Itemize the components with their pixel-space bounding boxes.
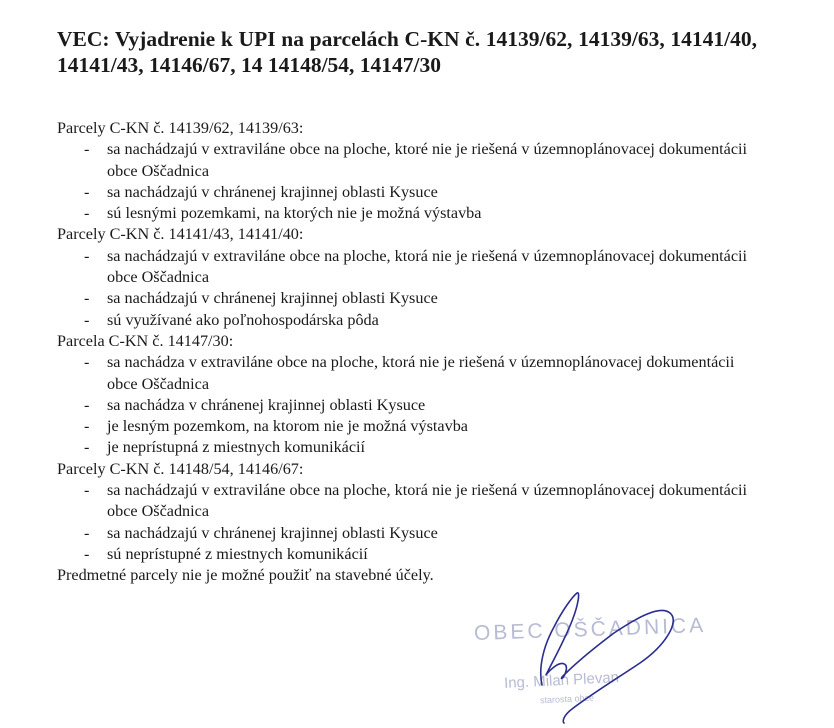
list-item-text: sa nachádza v chránenej krajinnej oblasti Kysuce (107, 395, 426, 414)
list-item (57, 416, 757, 437)
list-item-text: je neprístupná z miestnych komunikácií (107, 438, 366, 457)
list-item (57, 246, 757, 289)
list-item-text: sa nachádzajú v extraviláne obce na ploche, ktorá nie je riešená v územnoplánovacej dokumentácii obce Oščadnica (107, 246, 748, 287)
bullet-list (57, 480, 757, 565)
list-item-text: sú lesnými pozemkami, na ktorých nie je možná výstavba (107, 204, 482, 223)
list-item-text: sa nachádzajú v extraviláne obce na ploche, ktorá nie je riešená v územnoplánovacej dokumentácii obce Oščadnica (107, 481, 748, 521)
list-item (57, 288, 757, 309)
parcel-heading: Parcely C-KN č. 14141/43, 14141/40: (57, 225, 304, 244)
list-item-text: sa nachádza v extraviláne obce na ploche, ktorá nie je riešená v územnoplánovacej dokumentácii obce Oščadnica (107, 353, 735, 393)
stamp-name-text: Ing. Milan Plevan (503, 669, 620, 692)
closing-statement: Predmetné parcely nie je možné použiť na stavebné účely. (57, 566, 434, 585)
bullet-marker: - (84, 182, 90, 201)
list-item (57, 182, 757, 203)
bullet-marker: - (84, 353, 90, 372)
list-item (57, 352, 757, 395)
bullet-list (57, 246, 757, 331)
list-item-text: sa nachádzajú v chránenej krajinnej oblasti Kysuce (107, 523, 438, 542)
bullet-marker: - (84, 523, 90, 542)
bullet-list (57, 352, 757, 458)
list-item-text: sa nachádzajú v chránenej krajinnej oblasti Kysuce (107, 182, 438, 201)
stamp-municipality-text: OBEC OŠČADNICA (473, 613, 707, 646)
bullet-marker: - (84, 246, 90, 265)
list-item (57, 523, 757, 544)
handwritten-signature (520, 575, 690, 725)
document-body (57, 118, 757, 587)
bullet-marker: - (84, 417, 90, 436)
parcel-heading: Parcely C-KN č. 14139/62, 14139/63: (57, 119, 304, 137)
list-item-text: sú využívané ako poľnohospodárska pôda (107, 310, 379, 329)
bullet-marker: - (84, 289, 90, 308)
list-item (57, 437, 757, 458)
list-item-text: sa nachádzajú v extraviláne obce na ploche, ktoré nie je riešená v územnoplánovacej dokumentácii obce Oščadnica (107, 140, 748, 180)
list-item (57, 480, 757, 523)
signature-stroke (541, 593, 673, 723)
bullet-marker: - (84, 481, 90, 500)
subject-heading: VEC: Vyjadrenie k UPI na parcelách C-KN č. 14139/62, 14139/63, 14141/40, 14141/43, 14146/67, 14 14148/54, 14147/30 (57, 27, 757, 77)
list-item-text: sú neprístupné z miestnych komunikácií (107, 544, 368, 563)
stamp-title-text: starosta obce (539, 692, 595, 706)
bullet-marker: - (84, 395, 90, 414)
bullet-marker: - (84, 310, 90, 329)
list-item (57, 139, 757, 182)
parcel-heading: Parcela C-KN č. 14147/30: (57, 331, 234, 350)
bullet-list (57, 139, 757, 224)
list-item-text: je lesným pozemkom, na ktorom nie je možná výstavba (107, 417, 468, 436)
bullet-marker: - (84, 204, 90, 223)
bullet-marker: - (84, 544, 90, 563)
list-item (57, 544, 757, 565)
bullet-marker: - (84, 140, 90, 159)
parcel-heading: Parcely C-KN č. 14148/54, 14146/67: (57, 459, 304, 478)
bullet-marker: - (84, 438, 90, 457)
list-item (57, 203, 757, 224)
list-item (57, 395, 757, 416)
list-item-text: sa nachádzajú v chránenej krajinnej oblasti Kysuce (107, 289, 438, 308)
list-item (57, 310, 757, 331)
